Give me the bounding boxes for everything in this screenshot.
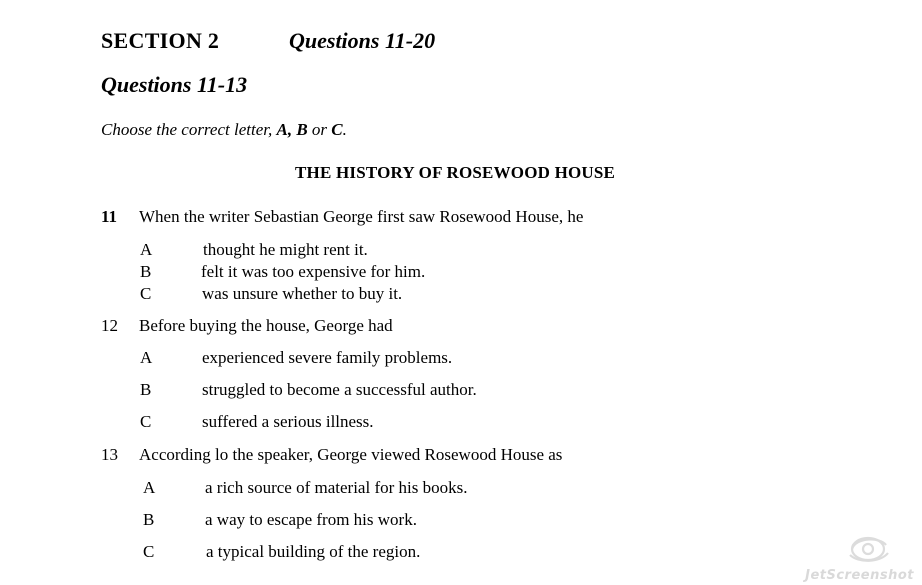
question-number: 13 xyxy=(101,445,118,464)
instruction-letters-a-b: A, B xyxy=(276,120,308,139)
instruction xyxy=(101,120,347,140)
instruction-or: or xyxy=(307,120,332,139)
option-text: was unsure whether to buy it. xyxy=(202,284,403,303)
option-text: thought he might rent it. xyxy=(203,240,368,259)
option-letter: C xyxy=(143,542,155,561)
watermark-text: JetScreenshot xyxy=(805,568,914,583)
section-label: SECTION 2 xyxy=(101,28,220,53)
question-number: 12 xyxy=(101,316,118,335)
question-text: According lo the speaker, George viewed Rosewood House as xyxy=(139,445,563,464)
option-text: a rich source of material for his books. xyxy=(205,478,468,497)
passage-title: THE HISTORY OF ROSEWOOD HOUSE xyxy=(295,163,616,182)
instruction-prefix: Choose the correct letter, xyxy=(101,120,277,139)
section-questions-range: Questions 11-20 xyxy=(289,28,436,53)
option-letter: B xyxy=(140,262,152,281)
option-letter: B xyxy=(143,510,155,529)
option-letter: C xyxy=(140,284,152,303)
option-text: a typical building of the region. xyxy=(206,542,421,561)
option-letter: B xyxy=(140,380,152,399)
question-text: When the writer Sebastian George first saw Rosewood House, he xyxy=(139,207,584,226)
option-letter: A xyxy=(140,240,153,259)
option-text: experienced severe family problems. xyxy=(202,348,453,367)
option-letter: A xyxy=(143,478,156,497)
option-text: a way to escape from his work. xyxy=(205,510,417,529)
option-text: suffered a serious illness. xyxy=(202,412,374,431)
instruction-letter-c: C xyxy=(331,120,343,139)
option-text: struggled to become a successful author. xyxy=(202,380,477,399)
instruction-suffix: . xyxy=(342,120,347,139)
option-text: felt it was too expensive for him. xyxy=(201,262,426,281)
option-letter: C xyxy=(140,412,152,431)
question-text: Before buying the house, George had xyxy=(139,316,393,335)
subsection-title: Questions 11-13 xyxy=(101,72,248,97)
option-letter: A xyxy=(140,348,153,367)
question-number: 11 xyxy=(101,207,118,226)
